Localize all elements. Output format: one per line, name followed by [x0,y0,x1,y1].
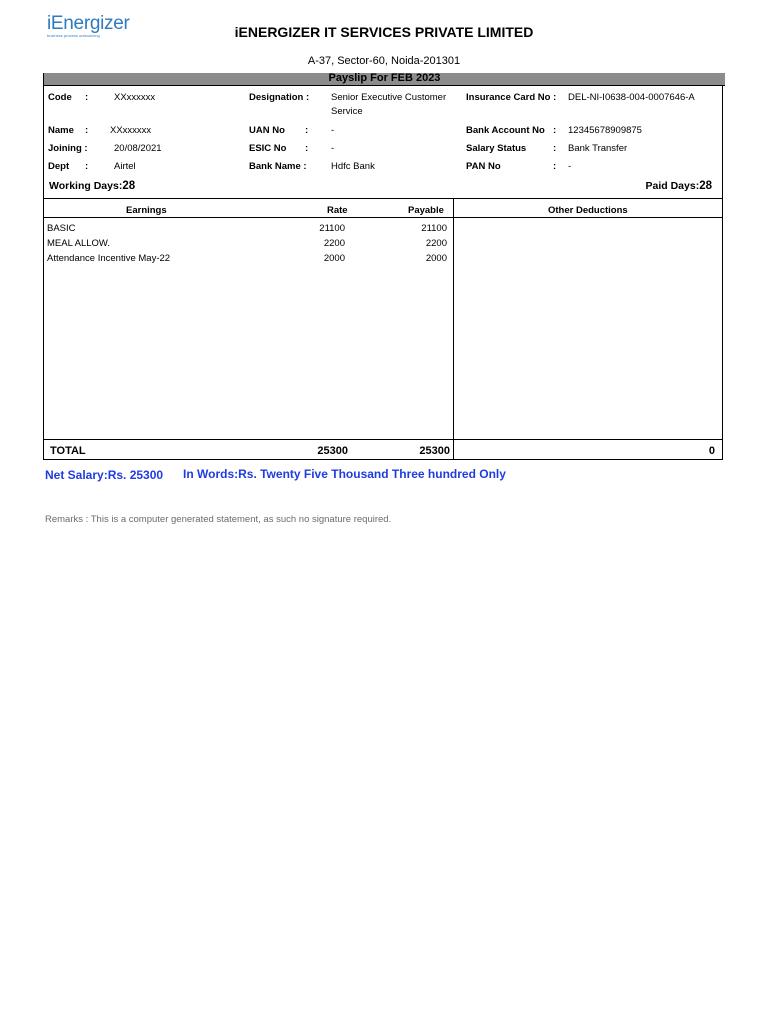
pan-label: PAN No [466,161,501,172]
table-header-line [43,217,723,218]
uan-label: UAN No [249,125,285,136]
name-colon: : [85,125,89,136]
logo-text: iEnergizer [47,13,130,34]
header-payable: Payable [408,205,444,216]
earning-rate: 2200 [323,238,345,249]
bank-name-value: Hdfc Bank [331,161,375,172]
dept-value: Airtel [114,161,136,172]
code-colon: : [85,92,89,103]
esic-label: ESIC No [249,143,287,154]
insurance-label: Insurance Card No : [466,92,557,103]
esic-colon: : [305,143,309,154]
pan-colon: : [553,161,557,172]
company-name: iENERGIZER IT SERVICES PRIVATE LIMITED [234,24,534,40]
earning-payable: 2000 [425,253,447,264]
working-days [49,180,135,192]
joining-value: 20/08/2021 [114,143,162,154]
code-label: Code [48,92,72,103]
earning-rate: 2000 [323,253,345,264]
name-value: XXxxxxxx [110,125,152,136]
table-column-divider [453,198,454,460]
code-value: XXxxxxxx [114,92,156,103]
header-other-deductions: Other Deductions [548,205,628,216]
bank-account-value: 12345678909875 [568,125,642,136]
table-total-line [43,439,723,440]
earning-name: MEAL ALLOW. [47,238,111,249]
working-days-value: 28 [122,180,136,192]
joining-label: Joining : [48,143,88,154]
salary-status-value: Bank Transfer [568,143,628,154]
earning-rate: 21100 [319,223,345,234]
header-earnings: Earnings [126,205,167,216]
earning-name: BASIC [47,223,76,234]
paid-days-value: 28 [699,180,712,192]
salary-status-colon: : [553,143,557,154]
company-address: A-37, Sector-60, Noida-201301 [307,55,461,67]
esic-value: - [331,143,335,154]
remarks: Remarks : This is a computer generated statement, as such no signature required. [45,514,392,525]
designation-label: Designation : [249,92,310,103]
total-deductions: 0 [708,445,715,457]
bank-name-label: Bank Name : [249,161,307,172]
bank-account-label: Bank Account No [466,125,545,136]
bank-account-colon: : [553,125,557,136]
net-salary-in-words: In Words:Rs. Twenty Five Thousand Three hundred Only [183,467,506,481]
net-salary: Net Salary:Rs. 25300 [45,468,164,482]
earning-name: Attendance Incentive May-22 [47,253,171,264]
total-label: TOTAL [50,445,86,457]
header-rate: Rate [327,205,348,216]
designation-value-line2: Service [331,106,363,117]
dept-label: Dept [48,161,70,172]
uan-colon: : [305,125,309,136]
paid-days [612,180,712,192]
earning-payable: 21100 [421,223,447,234]
total-payable: 25300 [419,445,450,457]
payslip-title: Payslip For FEB 2023 [328,72,441,84]
paid-days-label: Paid Days: [645,180,700,192]
earning-payable: 2200 [425,238,447,249]
designation-value-line1: Senior Executive Customer [331,92,447,103]
pan-value: - [568,161,572,172]
salary-status-label: Salary Status [466,143,527,154]
uan-value: - [331,125,335,136]
total-rate: 25300 [317,445,348,457]
name-label: Name [48,125,74,136]
working-days-label: Working Days: [49,180,123,192]
table-top-line [43,198,723,199]
logo-tagline: business process outsourcing [47,33,100,38]
dept-colon: : [85,161,89,172]
insurance-value: DEL-NI-I0638-004-0007646-A [568,92,695,103]
